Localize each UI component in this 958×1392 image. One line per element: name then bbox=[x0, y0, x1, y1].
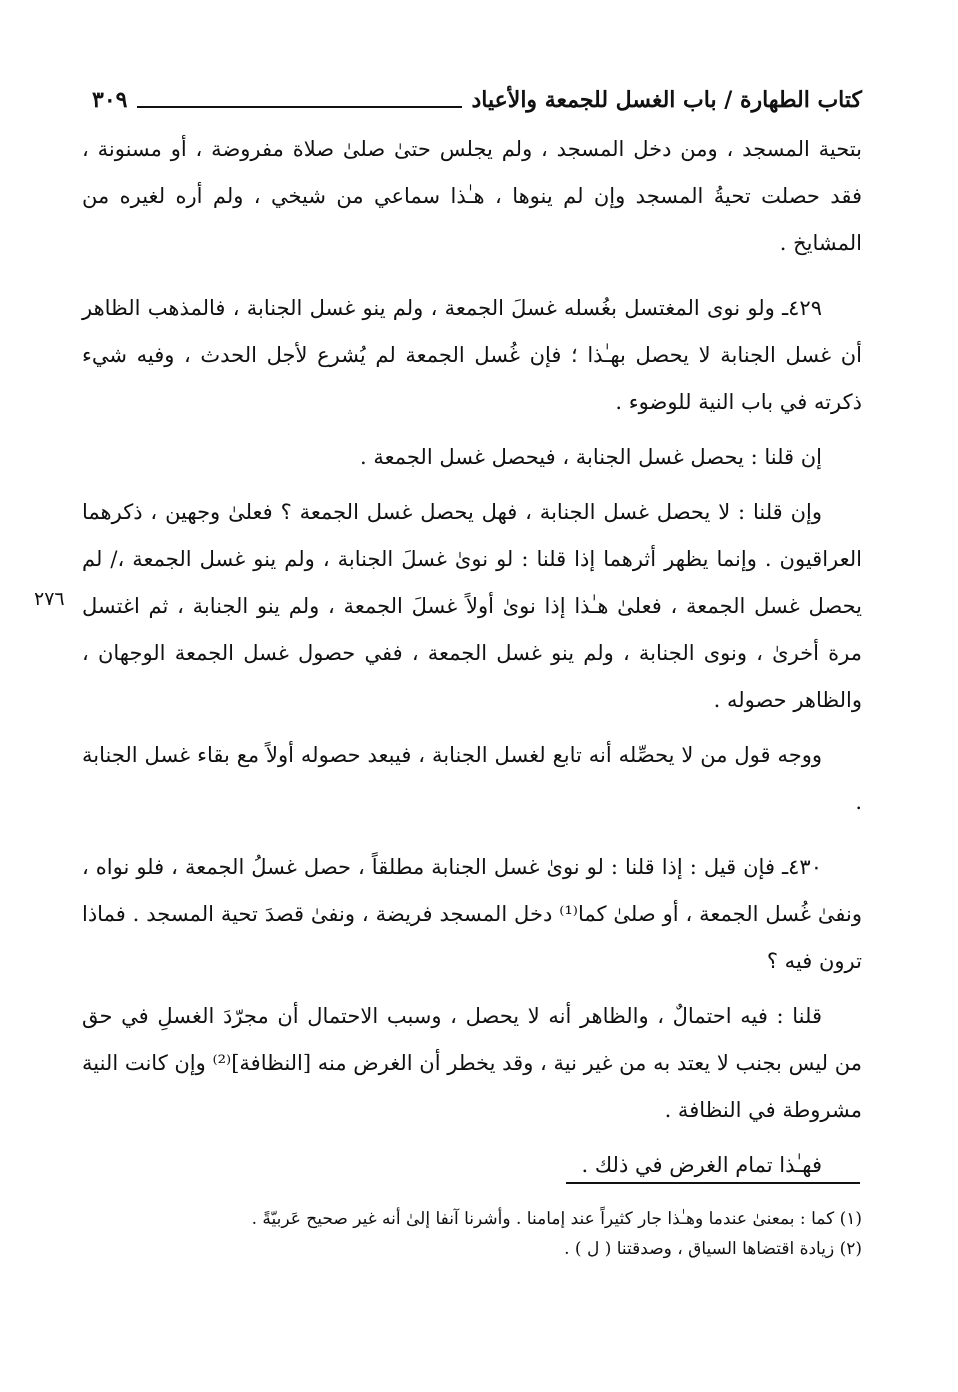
page-number: ٣٠٩ bbox=[92, 87, 128, 113]
footnote-separator bbox=[566, 1182, 860, 1184]
paragraph: ووجه قول من لا يحصِّله أنه تابع لغسل الجنابة ، فيبعد حصوله أولاً مع بقاء غسل الجنابة . bbox=[82, 743, 862, 814]
spacer bbox=[82, 834, 862, 844]
paragraph: وإن قلنا : لا يحصل غسل الجنابة ، فهل يحصل غسل الجمعة ؟ فعلىٰ وجهين ، ذكرهما العراقيون . وإنما يظهر أثرهما إذا قلنا : لو نوىٰ غسلَ الجنابة ، ولم ينو غسل الجمعة ،/ لم يحصل غسل الجمعة ، فعلىٰ هـٰذا إذا نوىٰ أولاً غسلَ الجمعة ، ولم ينو الجنابة ، ثم اغتسل مرة أخرىٰ ، ونوى الجنابة ، ولم ينو غسل الجمعة ، ففي حصول غسل الجمعة الوجهان ، والظاهر حصوله . bbox=[82, 500, 862, 712]
footnotes bbox=[100, 1204, 862, 1264]
chapter-title: كتاب الطهارة / باب الغسل للجمعة والأعياد bbox=[471, 87, 862, 113]
margin-page-reference: ٢٧٦ bbox=[34, 588, 65, 610]
running-header bbox=[92, 80, 862, 120]
footnote-1: (١) كما : بمعنىٰ عندما وهـٰذا جار كثيراً عند إمامنا . وأشرنا آنفا إلىٰ أنه غير صحيح عَربيّةً . bbox=[251, 1209, 862, 1229]
spacer bbox=[82, 275, 862, 285]
paragraph: إن قلنا : يحصل غسل الجنابة ، فيحصل غسل الجمعة . bbox=[359, 445, 822, 469]
header-rule bbox=[137, 106, 461, 108]
footnote-2: (٢) زيادة اقتضاها السياق ، وصدقتنا ( ل ) . bbox=[564, 1239, 862, 1259]
paragraph: فهـٰذا تمام الغرض في ذلك . bbox=[581, 1153, 822, 1177]
main-text bbox=[82, 126, 862, 1197]
paragraph-429: ٤٢٩ـ ولو نوى المغتسل بغُسله غسلَ الجمعة ، ولم ينو غسل الجنابة ، فالمذهب الظاهر أن غسل الجنابة لا يحصل بهـٰذا ؛ فإن غُسل الجمعة لم يُشرع لأجل الحدث ، وفيه شيء ذكرته في باب النية للوضوء . bbox=[82, 296, 862, 414]
paragraph-430: ٤٣٠ـ فإن قيل : إذا قلنا : لو نوىٰ غسل الجنابة مطلقاً ، حصل غسلُ الجمعة ، فلو نواه ، ونفىٰ غُسل الجمعة ، أو صلىٰ كما⁽¹⁾ دخل المسجد فريضة ، ونفىٰ قصدَ تحية المسجد . فماذا ترون فيه ؟ bbox=[82, 855, 862, 973]
paragraph: بتحية المسجد ، ومن دخل المسجد ، ولم يجلس حتىٰ صلىٰ صلاة مفروضة ، أو مسنونة ، فقد حصلت تحيةُ المسجد وإن لم ينوها ، هـٰذا سماعي من شيخي ، ولم أره لغيره من المشايخ . bbox=[82, 137, 862, 255]
paragraph: قلنا : فيه احتمالٌ ، والظاهر أنه لا يحصل ، وسبب الاحتمال أن مجرّدَ الغسلِ في حق من ليس بجنب لا يعتد به من غير نية ، وقد يخطر أن الغرض منه [النظافة]⁽²⁾ وإن كانت النية مشروطة في النظافة . bbox=[82, 1004, 862, 1122]
